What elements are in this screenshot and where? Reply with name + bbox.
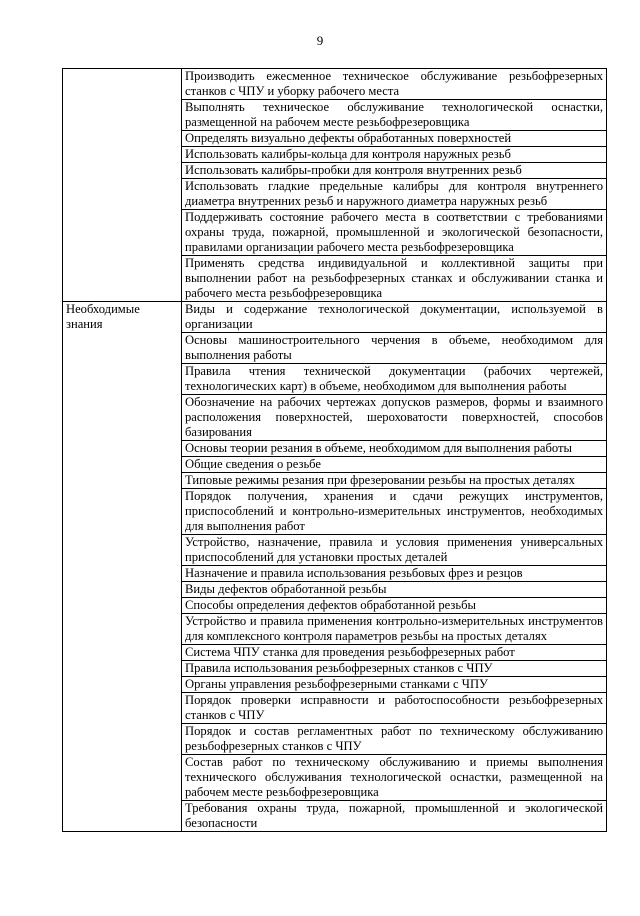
requirement-text: Органы управления резьбофрезерными станками с ЧПУ	[182, 677, 607, 693]
requirement-text: Правила чтения технической документации (рабочих чертежей, технологических карт) в объеме, необходимом для выполнения работы	[182, 364, 607, 395]
requirement-text: Основы теории резания в объеме, необходимом для выполнения работы	[182, 441, 607, 457]
requirement-text: Виды дефектов обработанной резьбы	[182, 582, 607, 598]
requirement-text: Порядок проверки исправности и работоспособности резьбофрезерных станков с ЧПУ	[182, 693, 607, 724]
requirement-text: Типовые режимы резания при фрезеровании резьбы на простых деталях	[182, 473, 607, 489]
requirement-text: Использовать калибры-пробки для контроля внутренних резьб	[182, 163, 607, 179]
requirement-text: Устройство, назначение, правила и условия применения универсальных приспособлений для установки простых деталей	[182, 535, 607, 566]
requirement-text: Состав работ по техническому обслуживанию и приемы выполнения технического обслуживания технологической оснастки, размещенной на рабочем месте резьбофрезеровщика	[182, 755, 607, 801]
page-number: 9	[316, 33, 324, 48]
requirement-text: Порядок и состав регламентных работ по техническому обслуживанию резьбофрезерных станков с ЧПУ	[182, 724, 607, 755]
requirements-table-body	[63, 69, 607, 832]
requirement-text: Обозначение на рабочих чертежах допусков размеров, формы и взаимного расположения поверхностей, шероховатости поверхностей, способов базирования	[182, 395, 607, 441]
requirement-text: Виды и содержание технологической документации, используемой в организации	[182, 302, 607, 333]
table-row	[63, 69, 607, 100]
requirement-text: Основы машиностроительного черчения в объеме, необходимом для выполнения работы	[182, 333, 607, 364]
requirement-text: Система ЧПУ станка для проведения резьбофрезерных работ	[182, 645, 607, 661]
requirement-text: Способы определения дефектов обработанной резьбы	[182, 598, 607, 614]
requirement-text: Выполнять техническое обслуживание технологической оснастки, размещенной на рабочем месте резьбофрезеровщика	[182, 100, 607, 131]
section-label: Необходимые знания	[63, 302, 182, 832]
requirement-text: Общие сведения о резьбе	[182, 457, 607, 473]
requirement-text: Определять визуально дефекты обработанных поверхностей	[182, 131, 607, 147]
table-row	[63, 302, 607, 333]
requirement-text: Применять средства индивидуальной и коллективной защиты при выполнении работ на резьбофрезерных станках и обслуживании станка и рабочего места резьбофрезеровщика	[182, 256, 607, 302]
section-label-empty	[63, 69, 182, 302]
requirement-text: Порядок получения, хранения и сдачи режущих инструментов, приспособлений и контрольно-измерительных инструментов, необходимых для выполнения работ	[182, 489, 607, 535]
requirement-text: Правила использования резьбофрезерных станков с ЧПУ	[182, 661, 607, 677]
requirement-text: Использовать гладкие предельные калибры для контроля внутреннего диаметра внутренних резьб и наружного диаметра наружных резьб	[182, 179, 607, 210]
requirement-text: Устройство и правила применения контрольно-измерительных инструментов для комплексного контроля параметров резьбы на простых деталях	[182, 614, 607, 645]
requirement-text: Производить ежесменное техническое обслуживание резьбофрезерных станков с ЧПУ и уборку рабочего места	[182, 69, 607, 100]
requirement-text: Назначение и правила использования резьбовых фрез и резцов	[182, 566, 607, 582]
requirements-table	[62, 68, 607, 832]
requirement-text: Поддерживать состояние рабочего места в соответствии с требованиями охраны труда, пожарной, промышленной и экологической безопасности, правилами организации рабочего места резьбофрезеровщика	[182, 210, 607, 256]
requirement-text: Требования охраны труда, пожарной, промышленной и экологической безопасности	[182, 801, 607, 832]
requirement-text: Использовать калибры-кольца для контроля наружных резьб	[182, 147, 607, 163]
